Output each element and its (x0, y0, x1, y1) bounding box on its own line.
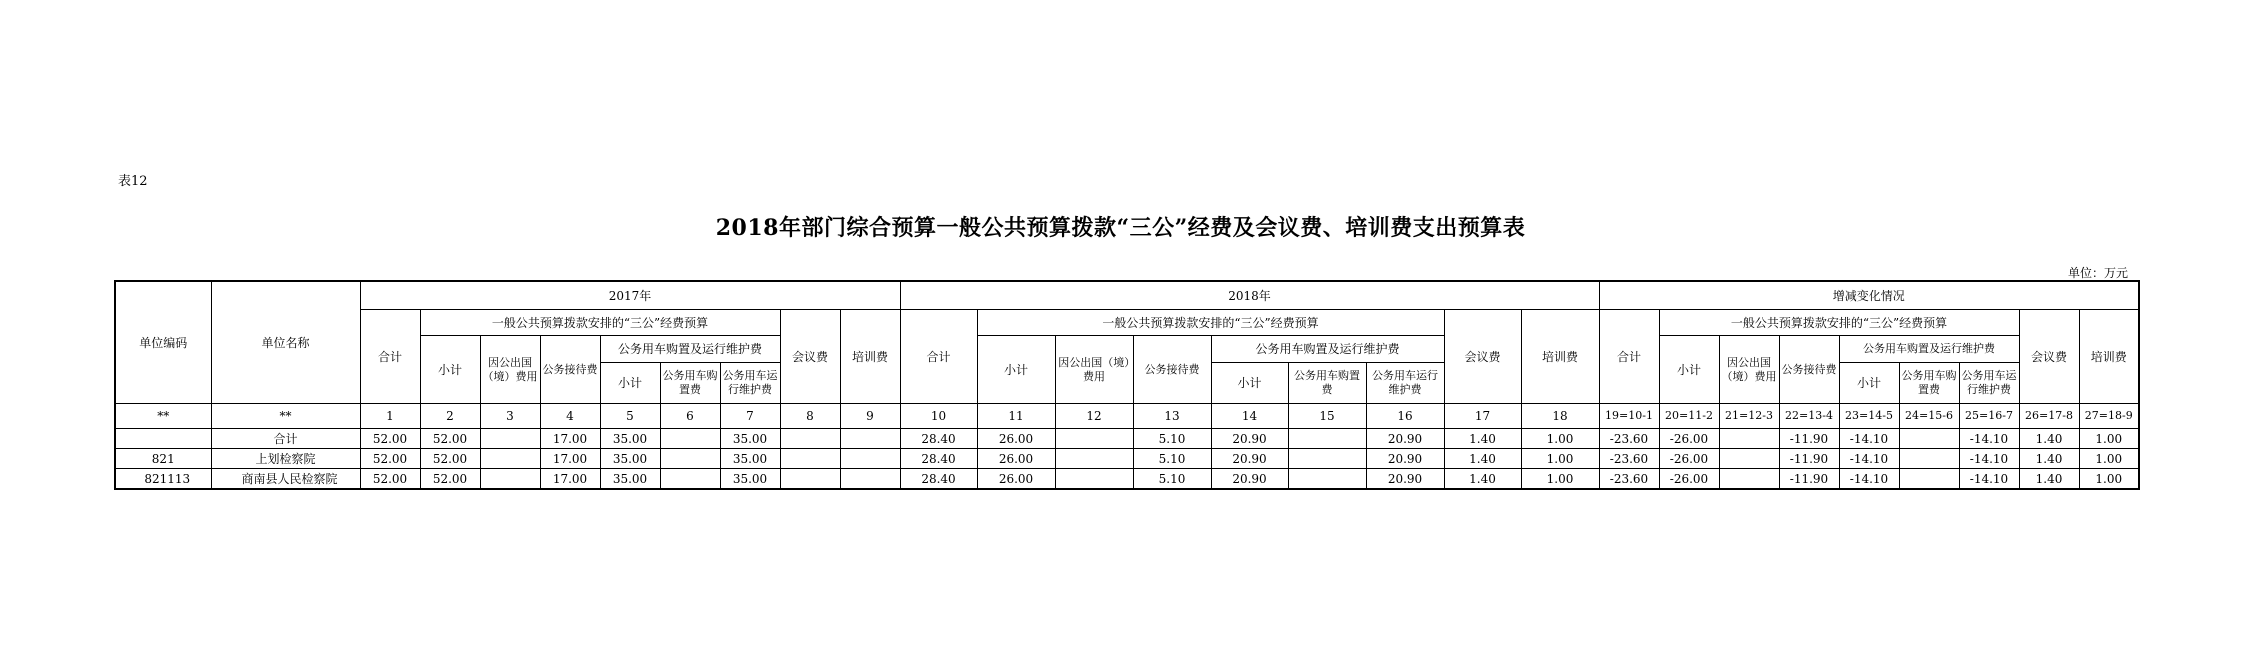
value-cell: 5.10 (1133, 469, 1211, 490)
header-abroad-2017: 因公出国（境）费用 (480, 336, 540, 404)
index-cell: 1 (360, 404, 420, 429)
value-cell: 5.10 (1133, 429, 1211, 449)
value-cell: 28.40 (900, 429, 977, 449)
value-cell: 35.00 (720, 429, 780, 449)
value-cell: -11.90 (1779, 469, 1839, 490)
table-row (115, 469, 2139, 490)
value-cell: 17.00 (540, 429, 600, 449)
header-vehicle-run-2018: 公务用车运行维护费 (1366, 363, 1444, 404)
header-reception-change: 公务接待费 (1779, 336, 1839, 404)
index-cell: 24=15-6 (1899, 404, 1959, 429)
header-subtotal-change: 小计 (1659, 336, 1719, 404)
header-vehicle-change: 公务用车购置及运行维护费 (1839, 336, 2019, 363)
header-vehicle-buy-change: 公务用车购置费 (1899, 363, 1959, 404)
header-abroad-change: 因公出国（境）费用 (1719, 336, 1779, 404)
value-cell: -14.10 (1959, 449, 2019, 469)
value-cell: 26.00 (977, 469, 1055, 490)
value-cell (1719, 429, 1779, 449)
page-title: 2018年部门综合预算一般公共预算拨款“三公”经费及会议费、培训费支出预算表 (715, 215, 1526, 241)
index-cell: 27=18-9 (2079, 404, 2139, 429)
index-cell: 10 (900, 404, 977, 429)
index-cell: ** (115, 404, 211, 429)
index-cell: 2 (420, 404, 480, 429)
header-year-2017: 2017年 (360, 281, 900, 310)
value-cell (840, 469, 900, 490)
unit-label: 单位：万元 (2067, 266, 2128, 280)
header-meeting-2018: 会议费 (1444, 310, 1521, 404)
value-cell: 1.00 (1521, 449, 1599, 469)
header-training-2018: 培训费 (1521, 310, 1599, 404)
value-cell: -14.10 (1839, 449, 1899, 469)
table-body (115, 429, 2139, 490)
value-cell: 28.40 (900, 449, 977, 469)
value-cell: 52.00 (360, 449, 420, 469)
header-meeting-2017: 会议费 (780, 310, 840, 404)
unit-name-cell: 商南县人民检察院 (211, 469, 360, 490)
value-cell: -26.00 (1659, 429, 1719, 449)
value-cell: 28.40 (900, 469, 977, 490)
value-cell (1719, 449, 1779, 469)
value-cell: 35.00 (600, 469, 660, 490)
header-meeting-change: 会议费 (2019, 310, 2079, 404)
value-cell: 1.00 (2079, 449, 2139, 469)
value-cell (480, 449, 540, 469)
value-cell (1899, 429, 1959, 449)
value-cell: -14.10 (1959, 469, 2019, 490)
value-cell: 35.00 (600, 449, 660, 469)
value-cell: -26.00 (1659, 469, 1719, 490)
value-cell: -23.60 (1599, 449, 1659, 469)
value-cell: -14.10 (1959, 429, 2019, 449)
header-vehicle-run-2017: 公务用车运行维护费 (720, 363, 780, 404)
value-cell: 1.40 (1444, 469, 1521, 490)
value-cell: 35.00 (600, 429, 660, 449)
value-cell: 1.00 (1521, 429, 1599, 449)
value-cell (840, 429, 900, 449)
index-cell: 5 (600, 404, 660, 429)
index-cell: 18 (1521, 404, 1599, 429)
value-cell: -14.10 (1839, 429, 1899, 449)
index-cell: 17 (1444, 404, 1521, 429)
value-cell: 1.00 (2079, 429, 2139, 449)
header-total-2018: 合计 (900, 310, 977, 404)
header-unit-name: 单位名称 (211, 281, 360, 404)
value-cell (1899, 449, 1959, 469)
value-cell: -14.10 (1839, 469, 1899, 490)
value-cell: 20.90 (1211, 449, 1288, 469)
index-cell: 26=17-8 (2019, 404, 2079, 429)
value-cell: 26.00 (977, 429, 1055, 449)
index-cell: 25=16-7 (1959, 404, 2019, 429)
unit-code-cell (115, 429, 211, 449)
value-cell: 20.90 (1366, 469, 1444, 490)
value-cell: 52.00 (360, 429, 420, 449)
value-cell: 17.00 (540, 449, 600, 469)
value-cell: 20.90 (1366, 429, 1444, 449)
value-cell: 1.00 (1521, 469, 1599, 490)
index-cell: ** (211, 404, 360, 429)
value-cell (660, 429, 720, 449)
table-row (115, 429, 2139, 449)
header-vehicle-sub-2017: 小计 (600, 363, 660, 404)
index-cell: 3 (480, 404, 540, 429)
index-cell: 6 (660, 404, 720, 429)
header-vehicle-buy-2017: 公务用车购置费 (660, 363, 720, 404)
header-total-2017: 合计 (360, 310, 420, 404)
header-vehicle-sub-change: 小计 (1839, 363, 1899, 404)
value-cell (480, 429, 540, 449)
header-reception-2017: 公务接待费 (540, 336, 600, 404)
unit-name-cell: 合计 (211, 429, 360, 449)
index-cell: 23=14-5 (1839, 404, 1899, 429)
value-cell (1055, 429, 1133, 449)
unit-code-cell: 821113 (115, 469, 211, 490)
value-cell: 1.00 (2079, 469, 2139, 490)
index-cell: 20=11-2 (1659, 404, 1719, 429)
value-cell (1288, 429, 1366, 449)
header-sangong-2018: 一般公共预算拨款安排的“三公”经费预算 (977, 310, 1444, 336)
value-cell: 20.90 (1211, 429, 1288, 449)
header-vehicle-run-change: 公务用车运行维护费 (1959, 363, 2019, 404)
value-cell: 52.00 (420, 449, 480, 469)
value-cell: -11.90 (1779, 449, 1839, 469)
table-label: 表12 (118, 174, 148, 189)
index-cell: 8 (780, 404, 840, 429)
header-abroad-2018: 因公出国（境）费用 (1055, 336, 1133, 404)
unit-name-cell: 上划检察院 (211, 449, 360, 469)
index-cell: 12 (1055, 404, 1133, 429)
header-reception-2018: 公务接待费 (1133, 336, 1211, 404)
value-cell: -26.00 (1659, 449, 1719, 469)
value-cell (1055, 449, 1133, 469)
value-cell: 52.00 (420, 429, 480, 449)
unit-code-cell: 821 (115, 449, 211, 469)
value-cell: 26.00 (977, 449, 1055, 469)
header-unit-code: 单位编码 (115, 281, 211, 404)
index-cell: 21=12-3 (1719, 404, 1779, 429)
index-cell: 19=10-1 (1599, 404, 1659, 429)
index-cell: 14 (1211, 404, 1288, 429)
value-cell (780, 429, 840, 449)
value-cell (1719, 469, 1779, 490)
value-cell (1288, 469, 1366, 490)
value-cell: 20.90 (1211, 469, 1288, 490)
value-cell: 17.00 (540, 469, 600, 490)
header-training-change: 培训费 (2079, 310, 2139, 404)
value-cell: 35.00 (720, 449, 780, 469)
header-subtotal-2017: 小计 (420, 336, 480, 404)
header-vehicle-2017: 公务用车购置及运行维护费 (600, 336, 780, 363)
value-cell (1055, 469, 1133, 490)
value-cell: -23.60 (1599, 469, 1659, 490)
value-cell: 1.40 (1444, 429, 1521, 449)
value-cell (780, 449, 840, 469)
value-cell (780, 469, 840, 490)
value-cell: 1.40 (2019, 429, 2079, 449)
value-cell: 1.40 (2019, 449, 2079, 469)
value-cell: -23.60 (1599, 429, 1659, 449)
index-cell: 15 (1288, 404, 1366, 429)
index-cell: 4 (540, 404, 600, 429)
index-cell: 22=13-4 (1779, 404, 1839, 429)
header-subtotal-2018: 小计 (977, 336, 1055, 404)
value-cell: 1.40 (2019, 469, 2079, 490)
header-training-2017: 培训费 (840, 310, 900, 404)
index-row (115, 404, 2139, 429)
value-cell: 20.90 (1366, 449, 1444, 469)
value-cell: 1.40 (1444, 449, 1521, 469)
value-cell: -11.90 (1779, 429, 1839, 449)
index-cell: 13 (1133, 404, 1211, 429)
header-sangong-change: 一般公共预算拨款安排的“三公”经费预算 (1659, 310, 2019, 336)
header-sangong-2017: 一般公共预算拨款安排的“三公”经费预算 (420, 310, 780, 336)
header-vehicle-sub-2018: 小计 (1211, 363, 1288, 404)
budget-table (114, 280, 2140, 490)
value-cell (840, 449, 900, 469)
value-cell: 52.00 (420, 469, 480, 490)
index-cell: 9 (840, 404, 900, 429)
value-cell: 52.00 (360, 469, 420, 490)
header-vehicle-2018: 公务用车购置及运行维护费 (1211, 336, 1444, 363)
value-cell (660, 469, 720, 490)
index-cell: 16 (1366, 404, 1444, 429)
value-cell (660, 449, 720, 469)
value-cell (1288, 449, 1366, 469)
value-cell (1899, 469, 1959, 490)
header-total-change: 合计 (1599, 310, 1659, 404)
index-cell: 7 (720, 404, 780, 429)
value-cell: 35.00 (720, 469, 780, 490)
value-cell: 5.10 (1133, 449, 1211, 469)
table-row (115, 449, 2139, 469)
header-change: 增减变化情况 (1599, 281, 2139, 310)
header-vehicle-buy-2018: 公务用车购置费 (1288, 363, 1366, 404)
index-cell: 11 (977, 404, 1055, 429)
value-cell (480, 469, 540, 490)
header-year-2018: 2018年 (900, 281, 1599, 310)
